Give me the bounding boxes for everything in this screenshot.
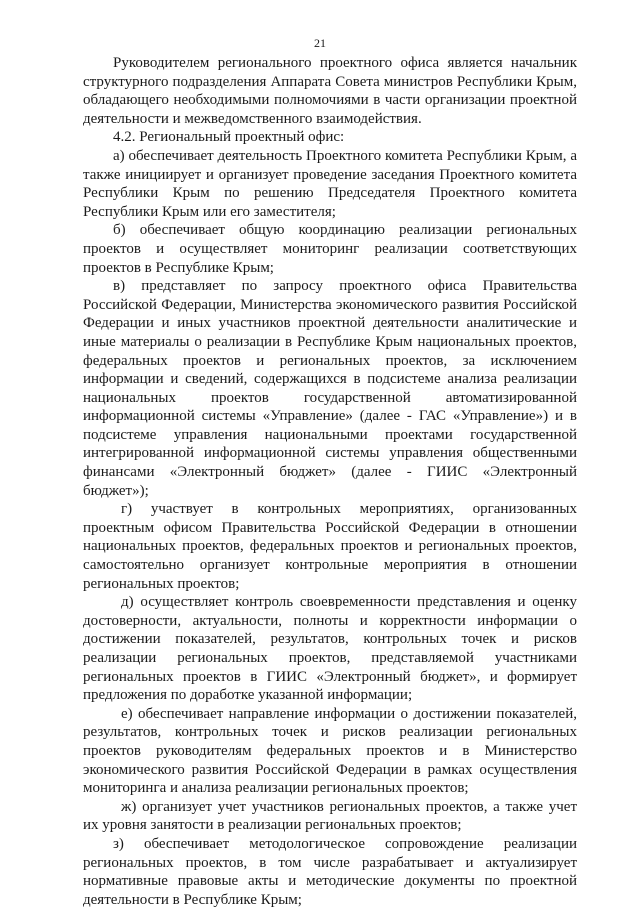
paragraph-item-z: з) обеспечивает методологическое сопровождение реализации региональных проектов, в том числе разрабатывает и актуализирует нормативные правовые акты и методические документы по проектной деятельности в Республике Крым; <box>83 835 577 908</box>
paragraph-item-b: б) обеспечивает общую координацию реализации региональных проектов и осуществляет мониторинг реализации соответствующих проектов в Республике Крым; <box>83 222 577 276</box>
paragraph-item-a: а) обеспечивает деятельность Проектного комитета Республики Крым, а также инициирует и организует проведение заседания Проектного комитета Республики Крым по решению Председателя Проектного комитета Республики Крым или его заместителя; <box>83 147 577 220</box>
paragraph-item-v: в) представляет по запросу проектного офиса Правительства Российской Федерации, Министерства экономического развития Российской Федерации и иных участников проектной деятельности аналитические и иные материалы о реализации в Республике Крым национальных проектов, федеральных проектов и региональных проектов, за исключением информации и сведений, содержащихся в подсистеме анализа реализации национальных проектов государственной автоматизированной информационной системы «Управление» (далее - ГАС «Управление») и в подсистеме управления национальными проектами государственной интегрированной информационной системы управления общественными финансами «Электронный бюджет» (далее - ГИИС «Электронный бюджет»); <box>83 278 577 499</box>
paragraph-section-4-2: 4.2. Региональный проектный офис: <box>113 129 345 146</box>
paragraph-head-of-office: Руководителем регионального проектного офиса является начальник структурного подразделения Аппарата Совета министров Республики Крым, обладающего необходимыми полномочиями в части организации проектной деятельности и межведомственного взаимодействия. <box>83 55 577 127</box>
paragraph-item-e: е) обеспечивает направление информации о достижении показателей, результатов, контрольных точек и рисков реализации региональных проектов руководителям федеральных проектов и в Министерство экономического развития Российской Федерации в рамках осуществления мониторинга и анализа реализации региональных проектов; <box>83 705 577 797</box>
paragraph-item-g: г) участвует в контрольных мероприятиях, организованных проектным офисом Правительства Российской Федерации в отношении национальных проектов, федеральных проектов и региональных проектов, самостоятельно организует контрольные мероприятия в отношении региональных проектов; <box>83 501 577 592</box>
paragraph-item-zh: ж) организует учет участников региональных проектов, а также учет их уровня занятости в реализации региональных проектов; <box>83 798 577 834</box>
document-body <box>83 54 577 909</box>
paragraph-item-d: д) осуществляет контроль своевременности представления и оценку достоверности, актуальности, полноты и корректности информации о достижении показателей, результатов, контрольных точек и рисков реализации региональных проектов, представляемой участниками региональных проектов в ГИИС «Электронный бюджет», и формирует предложения по доработке указанной информации; <box>83 594 577 704</box>
page-number: 21 <box>314 36 326 50</box>
